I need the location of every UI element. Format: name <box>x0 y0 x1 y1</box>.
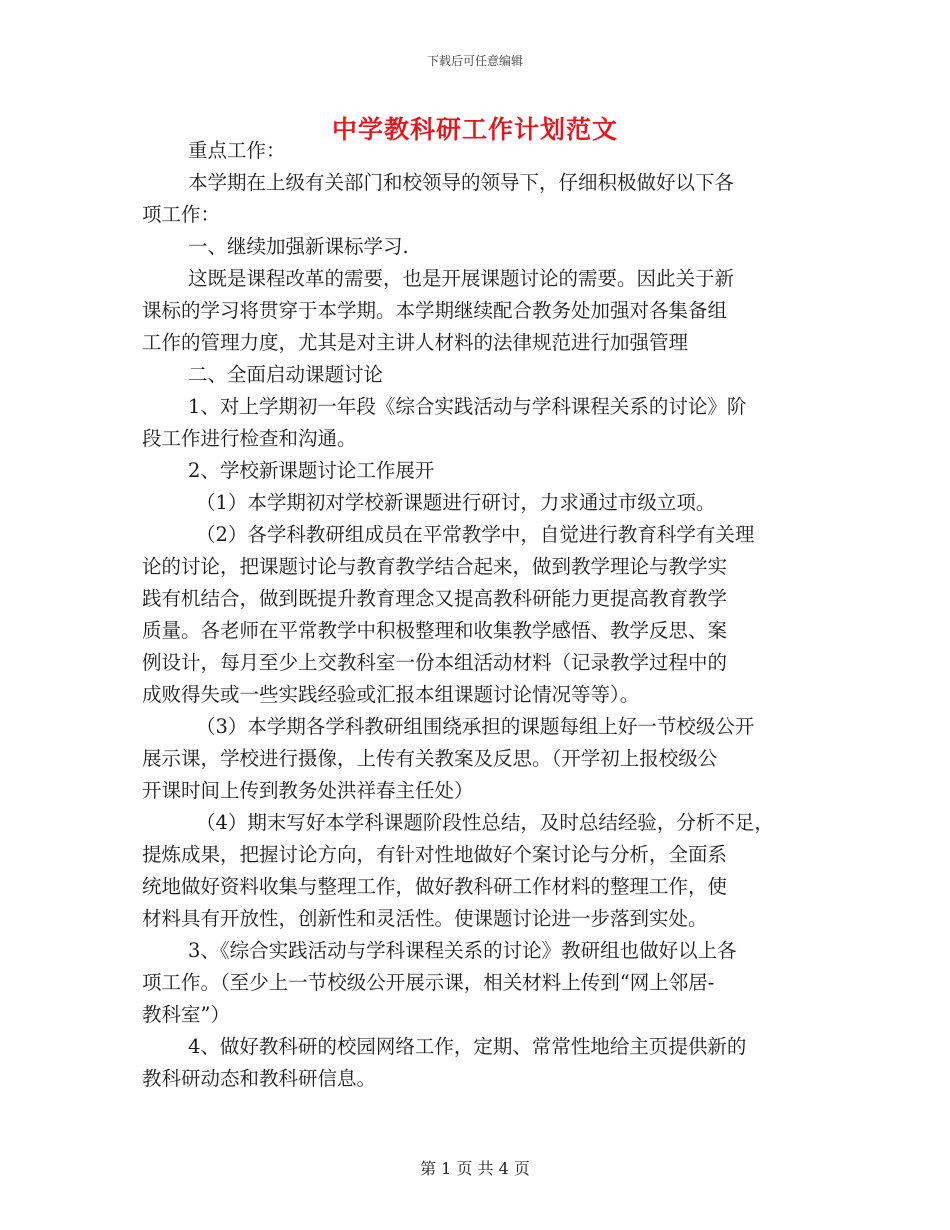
text-line: 教科研动态和教科研信息。 <box>142 1067 377 1090</box>
text-line: 本学期在上级有关部门和校领导的领导下，仔细积极做好以下各 <box>188 171 735 194</box>
page-footer: 第 1 页 共 4 页 <box>420 1159 530 1178</box>
text-line: 材料具有开放性，创新性和灵活性。使课题讨论进一步落到实处。 <box>142 907 708 930</box>
text-line: 践有机结合，做到既提升教育理念又提高教科研能力更提高教育教学 <box>142 587 728 610</box>
text-line: 统地做好资料收集与整理工作，做好教科研工作材料的整理工作，使 <box>142 875 728 898</box>
text-line: （1）本学期初对学校新课题进行研讨，力求通过市级立项。 <box>196 491 716 514</box>
text-line: 提炼成果，把握讨论方向，有针对性地做好个案讨论与分析，全面系 <box>142 843 728 866</box>
text-line: 展示课，学校进行摄像，上传有关教案及反思。（开学初上报校级公 <box>142 747 718 770</box>
text-line: 一、继续加强新课标学习. <box>188 235 409 258</box>
text-line: 例设计，每月至少上交教科室一份本组活动材料（记录教学过程中的 <box>142 651 728 674</box>
text-line: 工作的管理力度，尤其是对主讲人材料的法律规范进行加强管理 <box>142 331 689 354</box>
text-line: 论的讨论，把课题讨论与教育教学结合起来，做到教学理论与教学实 <box>142 555 728 578</box>
document-title: 中学教科研工作计划范文 <box>331 115 618 144</box>
text-line: 4、做好教科研的校园网络工作，定期、常常性地给主页提供新的 <box>188 1035 747 1058</box>
text-line: 重点工作： <box>188 139 286 162</box>
text-line: 教科室”） <box>142 1003 230 1026</box>
text-line: 段工作进行检查和沟通。 <box>142 427 357 450</box>
text-line: 课标的学习将贯穿于本学期。本学期继续配合教务处加强对各集备组 <box>142 299 728 322</box>
text-line: （4）期末写好本学科课题阶段性总结，及时总结经验，分析不足， <box>196 811 774 834</box>
text-line: 这既是课程改革的需要，也是开展课题讨论的需要。因此关于新 <box>188 267 735 290</box>
text-line: 3、《综合实践活动与学科课程关系的讨论》教研组也做好以上各 <box>188 939 737 962</box>
text-line: 项工作： <box>142 203 221 226</box>
text-line: 开课时间上传到教务处洪祥春主任处） <box>142 779 474 802</box>
text-line: 二、全面启动课题讨论 <box>188 363 384 386</box>
text-line: 2、学校新课题讨论工作展开 <box>188 459 435 482</box>
text-line: （3）本学期各学科教研组围绕承担的课题每组上好一节校级公开 <box>196 715 755 738</box>
document-body <box>142 135 812 1095</box>
text-line: 质量。各老师在平常教学中积极整理和收集教学感悟、教学反思、案 <box>142 619 728 642</box>
page-header: 下载后可任意编辑 <box>426 54 523 68</box>
text-line: 成败得失或一些实践经验或汇报本组课题讨论情况等等）。 <box>142 683 640 706</box>
text-line: 1、对上学期初一年段《综合实践活动与学科课程关系的讨论》阶 <box>188 395 747 418</box>
text-line: 项工作。（至少上一节校级公开展示课，相关材料上传到“网上邻居- <box>142 971 715 994</box>
text-line: （2）各学科教研组成员在平常教学中，自觉进行教育科学有关理 <box>196 523 755 546</box>
